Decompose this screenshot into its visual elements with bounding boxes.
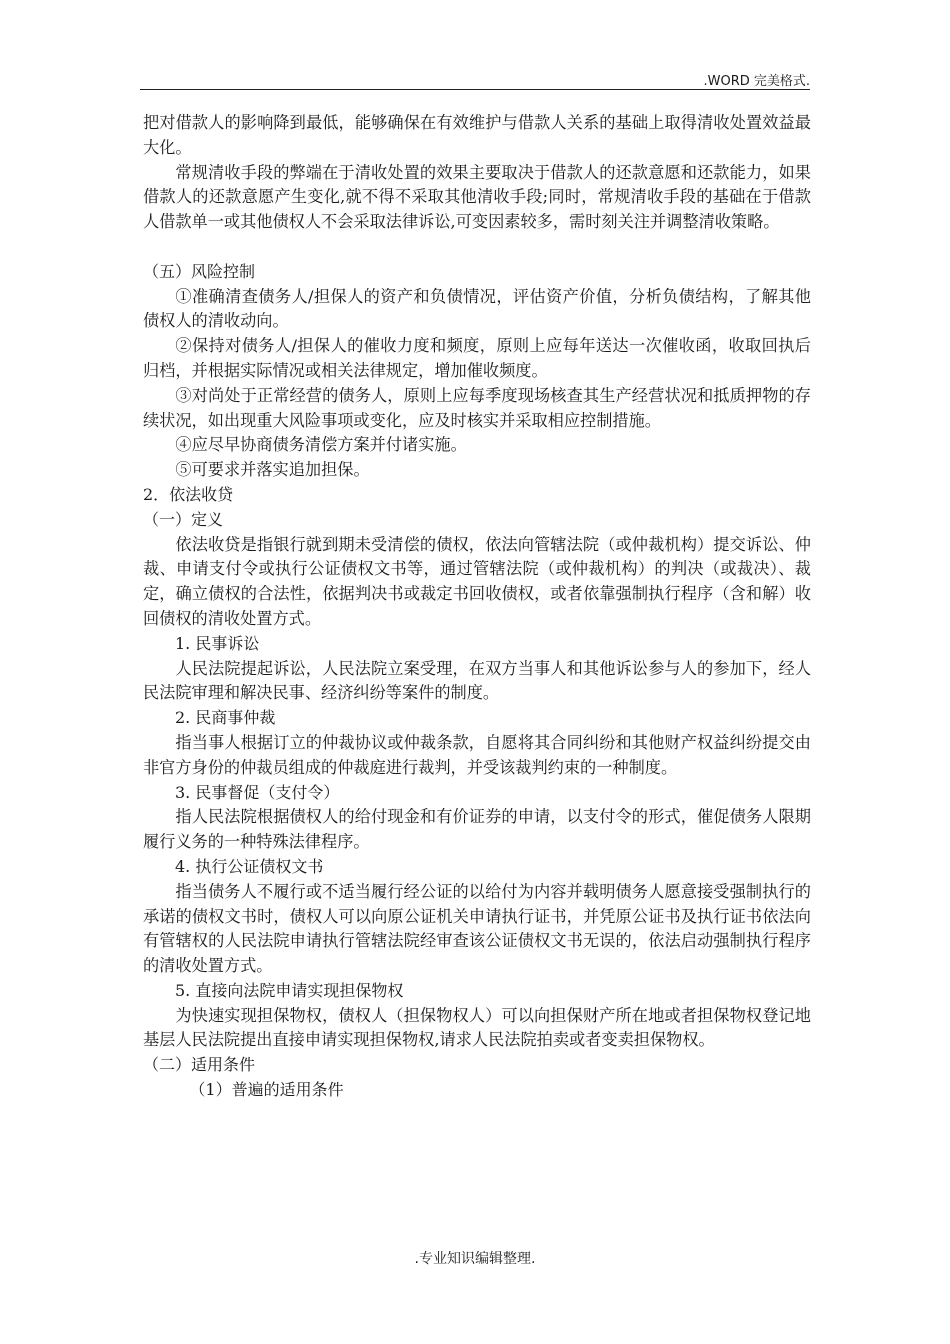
paragraph-security-interest: 为快速实现担保物权，债权人（担保物权人）可以向担保财产所在地或者担保物权登记地基层人民法院提出直接申请实现担保物权,请求人民法院拍卖或者变卖担保物权。	[143, 1005, 811, 1050]
paragraph-definition: 依法收贷是指银行就到期未受清偿的债权，依法向管辖法院（或仲裁机构）提交诉讼、仲裁、申请支付令或执行公证债权文书等，通过管辖法院（或仲裁机构）的判决（或裁决）、裁定，确立债权的合法性，依据判决书或裁定书回收债权，或者依靠强制执行程序（含和解）收回债权的清收处置方式。	[143, 534, 811, 628]
subheading-definition: （一）定义	[143, 509, 224, 529]
page-header: .WORD 完美格式.	[703, 74, 810, 89]
document-body	[143, 111, 811, 1103]
list-item-risk-4: ④应尽早协商债务清偿方案并付诸实施。	[175, 435, 467, 455]
subheading-general-conditions: （1）普遍的适用条件	[189, 1080, 344, 1100]
list-item-risk-5: ⑤可要求并落实追加担保。	[175, 460, 370, 480]
section-heading-risk-control: （五）风险控制	[143, 261, 256, 281]
paragraph-conventional-drawbacks: 常规清收手段的弊端在于清收处置的效果主要取决于借款人的还款意愿和还款能力，如果借款人的还款意愿产生变化,就不得不采取其他清收手段;同时，常规清收手段的基础在于借款人借款单一或其他债权人不会采取法律诉讼,可变因素较多，需时刻关注并调整清收策略。	[143, 162, 811, 232]
subheading-applicable-conditions: （二）适用条件	[143, 1055, 256, 1075]
list-item-risk-2: ②保持对债务人/担保人的催收力度和频度，原则上应每年送达一次催收函，收取回执后归档，并根据实际情况或相关法律规定，增加催收频度。	[143, 336, 811, 380]
list-item-risk-3: ③对尚处于正常经营的债务人，原则上应每季度现场核查其生产经营状况和抵质押物的存续状况，如出现重大风险事项或变化，应及时核实并采取相应控制措施。	[143, 385, 811, 430]
subheading-payment-order: 3. 民事督促（支付令）	[175, 782, 340, 802]
subheading-security-interest: 5. 直接向法院申请实现担保物权	[175, 980, 404, 1000]
header-divider	[140, 89, 810, 90]
subheading-arbitration: 2. 民商事仲裁	[175, 708, 276, 728]
list-item-risk-1: ①准确清查债务人/担保人的资产和负债情况，评估资产价值，分析负债结构，了解其他债权人的清收动向。	[143, 286, 811, 331]
paragraph-notarized-debt: 指当债务人不履行或不适当履行经公证的以给付为内容并载明债务人愿意接受强制执行的承诺的债权文书时，债权人可以向原公证机关申请执行证书，并凭原公证书及执行证书依法向有管辖权的人民法院申请执行管辖法院经审查该公证债权文书无误的，依法启动强制执行程序的清收处置方式。	[143, 881, 811, 976]
paragraph-civil-litigation: 人民法院提起诉讼，人民法院立案受理，在双方当事人和其他诉讼参与人的参加下，经人民法院审理和解决民事、经济纠纷等案件的制度。	[143, 658, 811, 703]
page-footer: .专业知识编辑整理.	[414, 1251, 536, 1267]
subheading-civil-litigation: 1. 民事诉讼	[175, 633, 260, 653]
paragraph-intro-continuation: 把对借款人的影响降到最低，能够确保在有效维护与借款人关系的基础上取得清收处置效益最大化。	[143, 113, 811, 157]
subheading-notarized-debt: 4. 执行公证债权文书	[175, 856, 324, 876]
paragraph-payment-order: 指人民法院根据债权人的给付现金和有价证券的申请，以支付令的形式，催促债务人限期履行义务的一种特殊法律程序。	[143, 807, 811, 852]
paragraph-arbitration: 指当事人根据订立的仲裁协议或仲裁条款，自愿将其合同纠纷和其他财产权益纠纷提交由非官方身份的仲裁员组成的仲裁庭进行裁判，并受该裁判约束的一种制度。	[143, 732, 811, 777]
section-heading-legal-collection: 2．依法收贷	[143, 484, 234, 504]
blank-line	[143, 235, 811, 260]
